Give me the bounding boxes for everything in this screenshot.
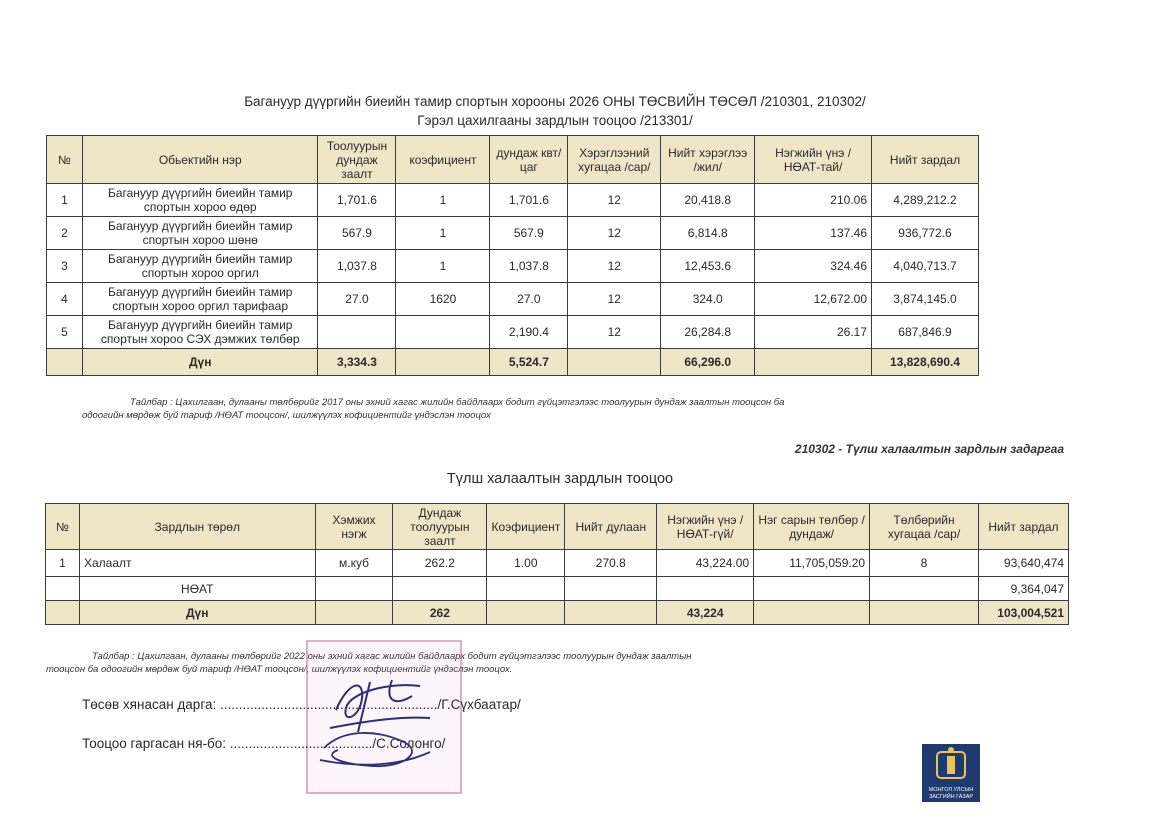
total-usage: 12,453.6 xyxy=(661,250,755,283)
row-number: 3 xyxy=(47,250,83,283)
total-cell xyxy=(315,601,393,625)
empty-cell xyxy=(565,577,657,601)
cost-type: Халаалт xyxy=(79,550,315,577)
kwh: 567.9 xyxy=(490,217,568,250)
total-unit-price: 43,224 xyxy=(657,601,754,625)
grand-total: 103,004,521 xyxy=(978,601,1068,625)
meter-reading: 27.0 xyxy=(318,283,396,316)
kwh: 27.0 xyxy=(490,283,568,316)
total-cell xyxy=(754,601,870,625)
footnote-line: Тайлбар : Цахилгаан, дулааны төлбөрийг 2022 оны эхний хагас жилийн байдлаарх бодит гүйцэтгэлээс тоолуурын дундаж заалтын xyxy=(92,651,692,662)
table2-header: Хэмжих нэгж xyxy=(315,504,393,550)
government-logo xyxy=(922,744,980,802)
total-cell xyxy=(396,349,490,376)
unit-price: 210.06 xyxy=(755,184,872,217)
total-cell xyxy=(755,349,872,376)
coefficient xyxy=(396,316,490,349)
total-usage: 20,418.8 xyxy=(661,184,755,217)
table2-header: Зардлын төрөл xyxy=(79,504,315,550)
unit-price: 324.46 xyxy=(755,250,872,283)
kwh: 2,190.4 xyxy=(490,316,568,349)
table2-header: № xyxy=(46,504,80,550)
months: 8 xyxy=(870,550,979,577)
table2-total-row xyxy=(46,601,1069,625)
empty-cell xyxy=(487,577,565,601)
empty-cell xyxy=(870,577,979,601)
table1-header: Нийт зардал xyxy=(872,136,979,184)
empty-cell xyxy=(393,577,487,601)
months: 12 xyxy=(568,283,661,316)
total-reading: 3,334.3 xyxy=(318,349,396,376)
total-cell xyxy=(870,601,979,625)
empty-cell xyxy=(46,577,80,601)
kwh: 1,037.8 xyxy=(490,250,568,283)
months: 12 xyxy=(568,217,661,250)
total-cost: 93,640,474 xyxy=(978,550,1068,577)
total-usage: 324.0 xyxy=(661,283,755,316)
vat-total: 9,364,047 xyxy=(978,577,1068,601)
empty-cell xyxy=(315,577,393,601)
table-row xyxy=(47,217,979,250)
unit-price: 137.46 xyxy=(755,217,872,250)
document-subtitle: Гэрэл цахилгааны зардлын тооцоо /213301/ xyxy=(417,113,693,128)
table2-header: Нийт дулаан xyxy=(565,504,657,550)
months: 12 xyxy=(568,184,661,217)
section-reference: 210302 - Түлш халаалтын зардлын задаргаа xyxy=(794,442,1064,456)
total-label: Дүн xyxy=(79,601,315,625)
row-number: 5 xyxy=(47,316,83,349)
table1-header: Нэгжийн үнэ /НӨАТ-тай/ xyxy=(755,136,872,184)
empty-cell xyxy=(754,577,870,601)
heating-cost-table xyxy=(45,503,1069,625)
table-row xyxy=(47,283,979,316)
total-cell xyxy=(46,601,80,625)
table-row xyxy=(47,250,979,283)
total-kwh: 5,524.7 xyxy=(490,349,568,376)
total-label: Дүн xyxy=(82,349,318,376)
table2-header: Нэгжийн үнэ /НӨАТ-гүй/ xyxy=(657,504,754,550)
total-cost: 3,874,145.0 xyxy=(872,283,979,316)
monthly-payment: 11,705,059.20 xyxy=(754,550,870,577)
table-row xyxy=(47,184,979,217)
table1-header-row xyxy=(47,136,979,184)
table1-header: Обьектийн нэр xyxy=(82,136,318,184)
unit-price: 12,672.00 xyxy=(755,283,872,316)
footnote-line: одоогийн мөрдөж буй тариф /НӨАТ тооцсон/, шилжүүлэх кофициентийг үндэслэн тооцох xyxy=(82,410,491,421)
object-name: Багануур дүүргийн биеийн тамир спортын хороо СЭХ дэмжих төлбөр xyxy=(82,316,318,349)
total-cost: 4,040,713.7 xyxy=(872,250,979,283)
total-cost: 4,289,212.2 xyxy=(872,184,979,217)
logo-text: МОНГОЛ УЛСЫН ЗАСГИЙН ГАЗАР xyxy=(928,787,974,800)
coefficient: 1620 xyxy=(396,283,490,316)
table1-total-row xyxy=(47,349,979,376)
total-cell xyxy=(487,601,565,625)
total-cost: 936,772.6 xyxy=(872,217,979,250)
signature-line-budget: Төсөв хянасан дарга: ........................................................../Г.Сүхбаатар/ xyxy=(82,697,521,712)
row-number: 2 xyxy=(47,217,83,250)
handwritten-signature xyxy=(300,668,460,780)
total-usage: 66,296.0 xyxy=(661,349,755,376)
table-row xyxy=(46,550,1069,577)
table1-header: коэфициент xyxy=(396,136,490,184)
table-row xyxy=(47,316,979,349)
coefficient: 1 xyxy=(396,250,490,283)
vat-label: НӨАТ xyxy=(79,577,315,601)
total-cell xyxy=(47,349,83,376)
total-cell xyxy=(565,601,657,625)
total-heat: 270.8 xyxy=(565,550,657,577)
footnote-line: Тайлбар : Цахилгаан, дулааны төлбөрийг 2017 оны эхний хагас жилийн байдлаарх бодит гүйцэтгэлээс тоолуурын дундаж заалтын тооцсон ба xyxy=(130,397,785,408)
meter-reading: 1,037.8 xyxy=(318,250,396,283)
table1-header: дундаж квт/цаг xyxy=(490,136,568,184)
object-name: Багануур дүүргийн биеийн тамир спортын хороо оргил xyxy=(82,250,318,283)
measure-unit: м.куб xyxy=(315,550,393,577)
unit-price: 26.17 xyxy=(755,316,872,349)
total-reading: 262 xyxy=(393,601,487,625)
total-cost: 687,846.9 xyxy=(872,316,979,349)
table2-header: Коэфициент xyxy=(487,504,565,550)
unit-price: 43,224.00 xyxy=(657,550,754,577)
row-number: 1 xyxy=(47,184,83,217)
footnote-line: тооцсон ба одоогийн мөрдөж буй тариф /НӨАТ тооцсон/, шилжүүлэх кофициентийг үндэслэн тооцох. xyxy=(46,664,513,675)
vat-row xyxy=(46,577,1069,601)
document-title: Багануур дүүргийн биеийн тамир спортын хорооны 2026 ОНЫ ТӨСВИЙН ТӨСӨЛ /210301, 210302/ xyxy=(244,94,866,109)
table1-header: Нийт хэрэглээ /жил/ xyxy=(661,136,755,184)
coefficient: 1 xyxy=(396,217,490,250)
object-name: Багануур дүүргийн биеийн тамир спортын хороо өдөр xyxy=(82,184,318,217)
total-usage: 6,814.8 xyxy=(661,217,755,250)
kwh: 1,701.6 xyxy=(490,184,568,217)
row-number: 4 xyxy=(47,283,83,316)
table1-header: Хэрэглээний хугацаа /сар/ xyxy=(568,136,661,184)
table2-header: Нийт зардал xyxy=(978,504,1068,550)
meter-reading: 1,701.6 xyxy=(318,184,396,217)
table2-header-row xyxy=(46,504,1069,550)
table2-header: Төлбөрийн хугацаа /сар/ xyxy=(870,504,979,550)
total-usage: 26,284.8 xyxy=(661,316,755,349)
coefficient: 1 xyxy=(396,184,490,217)
soyombo-icon xyxy=(922,744,980,784)
meter-reading: 567.9 xyxy=(318,217,396,250)
meter-reading: 262.2 xyxy=(393,550,487,577)
meter-reading xyxy=(318,316,396,349)
table1-header: Тоолуурын дундаж заалт xyxy=(318,136,396,184)
signature-line-accountant: Тооцоо гаргасан ня-бо: ....................................../С.Солонго/ xyxy=(82,736,446,751)
table2-header: Нэг сарын төлбөр /дундаж/ xyxy=(754,504,870,550)
total-cost: 13,828,690.4 xyxy=(872,349,979,376)
empty-cell xyxy=(657,577,754,601)
electricity-cost-table xyxy=(46,135,979,376)
coefficient: 1.00 xyxy=(487,550,565,577)
object-name: Багануур дүүргийн биеийн тамир спортын хороо оргил тарифаар xyxy=(82,283,318,316)
table2-header: Дундаж тоолуурын заалт xyxy=(393,504,487,550)
total-cell xyxy=(568,349,661,376)
table1-header: № xyxy=(47,136,83,184)
object-name: Багануур дүүргийн биеийн тамир спортын хороо шөнө xyxy=(82,217,318,250)
table2-title: Түлш халаалтын зардлын тооцоо xyxy=(446,471,674,487)
months: 12 xyxy=(568,250,661,283)
months: 12 xyxy=(568,316,661,349)
row-number: 1 xyxy=(46,550,80,577)
